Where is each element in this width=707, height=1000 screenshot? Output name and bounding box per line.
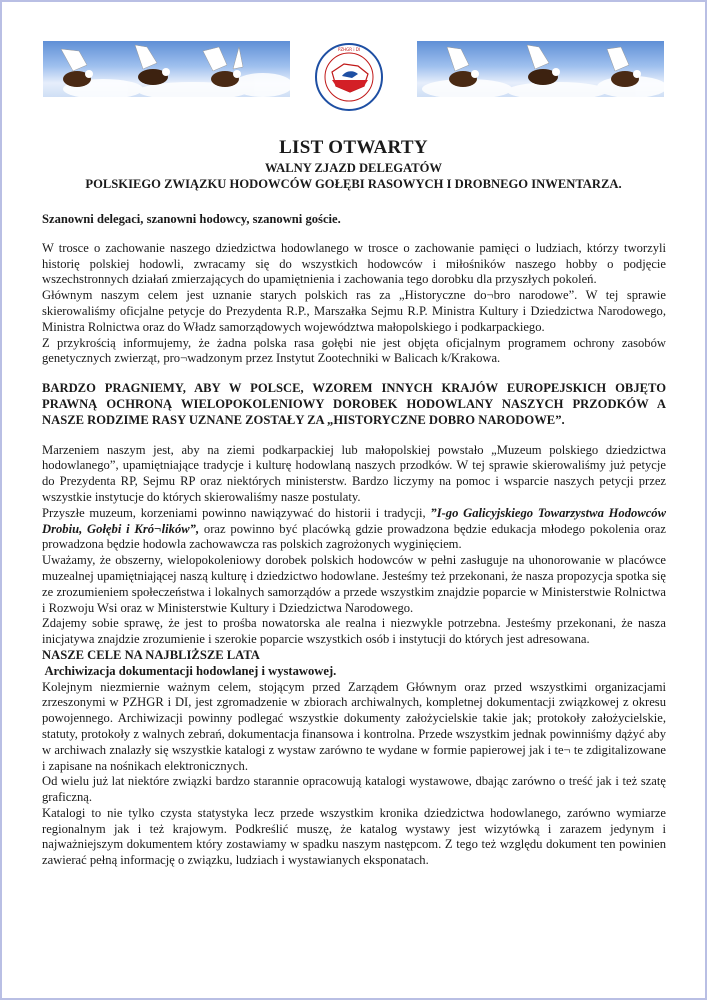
association-logo — [314, 42, 384, 112]
pigeon-icon — [447, 47, 479, 87]
paragraph: Marzeniem naszym jest, aby na ziemi podkarpackiej lub małopolskiej powstało „Muzeum polskiego dziedzictwa hodowlanego”, upamiętniające tradycje i kulturę hodowlaną naszych przodków. W tej sprawie skierowaliśmy już petycje do Prezydenta RP, Sejmu RP oraz niektórych ministerstw. Bardzo liczymy na pomoc i wsparcie naszych petycji przez wszystkie instytucje do których skierowaliśmy nasze postulaty. — [42, 442, 666, 504]
pigeons-banner-left — [43, 41, 290, 97]
letter-subtitle-1: WALNY ZJAZD DELEGATÓW — [264, 161, 443, 175]
pigeon-icon — [61, 49, 93, 87]
paragraph: Od wielu już lat niektóre związki bardzo starannie opracowują katalogi wystawowe, dbając zarówno o treść jak i też szatę graficzną. — [42, 774, 666, 805]
paragraph: Głównym naszym celem jest uznanie starych polskich ras za „Historyczne do¬bro narodowe”. W tej sprawie skierowaliśmy oficjalne petycje do Prezydenta R.P., Marszałka Sejmu R.P. Ministra Kultury i Dziedzictwa Narodowego, Ministra Rolnictwa oraz do Władz samorządowych województwa małopolskiego i podkarpackiego. — [42, 288, 666, 334]
goals-heading: NASZE CELE NA NAJBLIŻSZE LATA — [42, 647, 260, 662]
paragraph-text: oraz powinno być placówką gdzie prowadzona będzie edukacja młodego pokolenia oraz prowadzona będzie hodowla zachowawcza ras polskich zagrożonych wyginięciem. — [42, 521, 666, 552]
paragraph: Uważamy, że obszerny, wielopokoleniowy dorobek polskich hodowców w pełni zasługuje na uhonorowanie w placówce muzealnej upamiętniającej naszą kulturę i dziedzictwo hodowlane. Jesteśmy też przekonani, że nasza propozycja spotka się ze zrozumieniem społeczeństwa i lokalnych samorządów a przede wszystkim znajdzie poparcie w Ministerstwie Rolnictwa i Rozwoju Wsi oraz w Ministerstwie Kultury i Dziedzictwa Narodowego. — [42, 553, 666, 615]
letter-header — [0, 137, 707, 192]
pigeon-icon — [203, 47, 243, 87]
appeal-statement: BARDZO PRAGNIEMY, ABY W POLSCE, WZOREM INNYCH KRAJÓW EUROPEJSKICH OBJĘTO PRAWNĄ OCHRONĄ WIELOPOKOLENIOWY DOROBEK HODOWLANY NASZYCH PRZODKÓW A NASZE RODZIME RASY UZNANE ZOSTAŁY ZA „HISTORYCZNE DOBRO NARODOWE”. — [42, 381, 666, 427]
greeting: Szanowni delegaci, szanowni hodowcy, szanowni goście. — [42, 212, 341, 226]
paragraph-text: Przyszłe muzeum, korzeniami powinno nawiązywać do historii i tradycji, — [42, 505, 431, 520]
pigeon-icon — [135, 45, 170, 85]
paragraph: Katalogi to nie tylko czysta statystyka lecz przede wszystkim kronika dziedzictwa hodowlanego, zarówno wymiarze regionalnym jak i też krajowym. Podkreślić muszę, że katalog wystawy jest wizytówką i zarazem jedynym i najważniejszym dokumentem który zostawiamy w spadku naszym następcom. Z tego też względu dokument ten powinien zawierać pełną informację o związku, ludziach i wystawianych eksponatach. — [42, 805, 666, 868]
paragraph: Z przykrością informujemy, że żadna polska rasa gołębi nie jest objęta oficjalnym programem ochrony zasobów genetycznych zwierząt, pro¬wadzonym przez Instytut Zootechniki w Balicach k/Krakowa. — [42, 335, 666, 366]
logo-ring-text: PZHGR i DI — [338, 47, 360, 52]
archive-heading: Archiwizacja dokumentacji hodowlanej i wystawowej. — [42, 663, 337, 678]
society-name: ”I-go Galicyjskiego Towarzystwa Hodowców Drobiu, Gołębi i Kró¬lików”, — [42, 505, 667, 536]
letter-body — [42, 212, 666, 869]
paragraph: Kolejnym niezmiernie ważnym celem, stojącym przed Zarządem Głównym oraz przed wszystkimi organizacjami zrzeszonymi w PZHGR i DI, jest zgromadzenie w zbiorach archiwalnych, kompletnej dokumentacji związkowej z okresu powojennego. Archiwizacji powinny podlegać wszystkie dokumenty założycielskie takie jak; protokoły założycielskie, statuty, protokoły z walnych zebrań, dokumentacja finansowa i kontrolna. Przede wszystkim jednak powinniśmy dążyć aby w archiwach znalazły się wszystkie katalogi z wystaw zarówno te wydane w formie papierowej jak i te¬ te zdigitalizowane i zapisane na nośnikach elektronicznych. — [42, 679, 666, 773]
letter-subtitle-2: POLSKIEGO ZWIĄZKU HODOWCÓW GOŁĘBI RASOWYCH I DROBNEGO INWENTARZA. — [85, 177, 622, 191]
letter-title: LIST OTWARTY — [279, 137, 428, 158]
pigeons-banner-right — [417, 41, 664, 97]
pigeon-icon — [527, 45, 560, 85]
paragraph: W trosce o zachowanie naszego dziedzictwa hodowlanego w trosce o zachowanie pamięci o ludziach, którzy tworzyli historię polskiej hodowli, zwracamy się do wszystkich hodowców i miłośników naszego hobby o podjęcie wszechstronnych działań zmierzających do upamiętnienia i zachowania tego dorobku dla przyszłych pokoleń. — [42, 240, 666, 287]
paragraph — [42, 506, 666, 553]
paragraph: Zdajemy sobie sprawę, że jest to prośba nowatorska ale realna i niezwykle potrzebna. Jesteśmy przekonani, że nasza inicjatywa znajdzie zrozumienie i szerokie poparcie wszystkich osób i instytucji do których jest adresowana. — [42, 616, 666, 647]
pigeon-icon — [607, 47, 641, 87]
